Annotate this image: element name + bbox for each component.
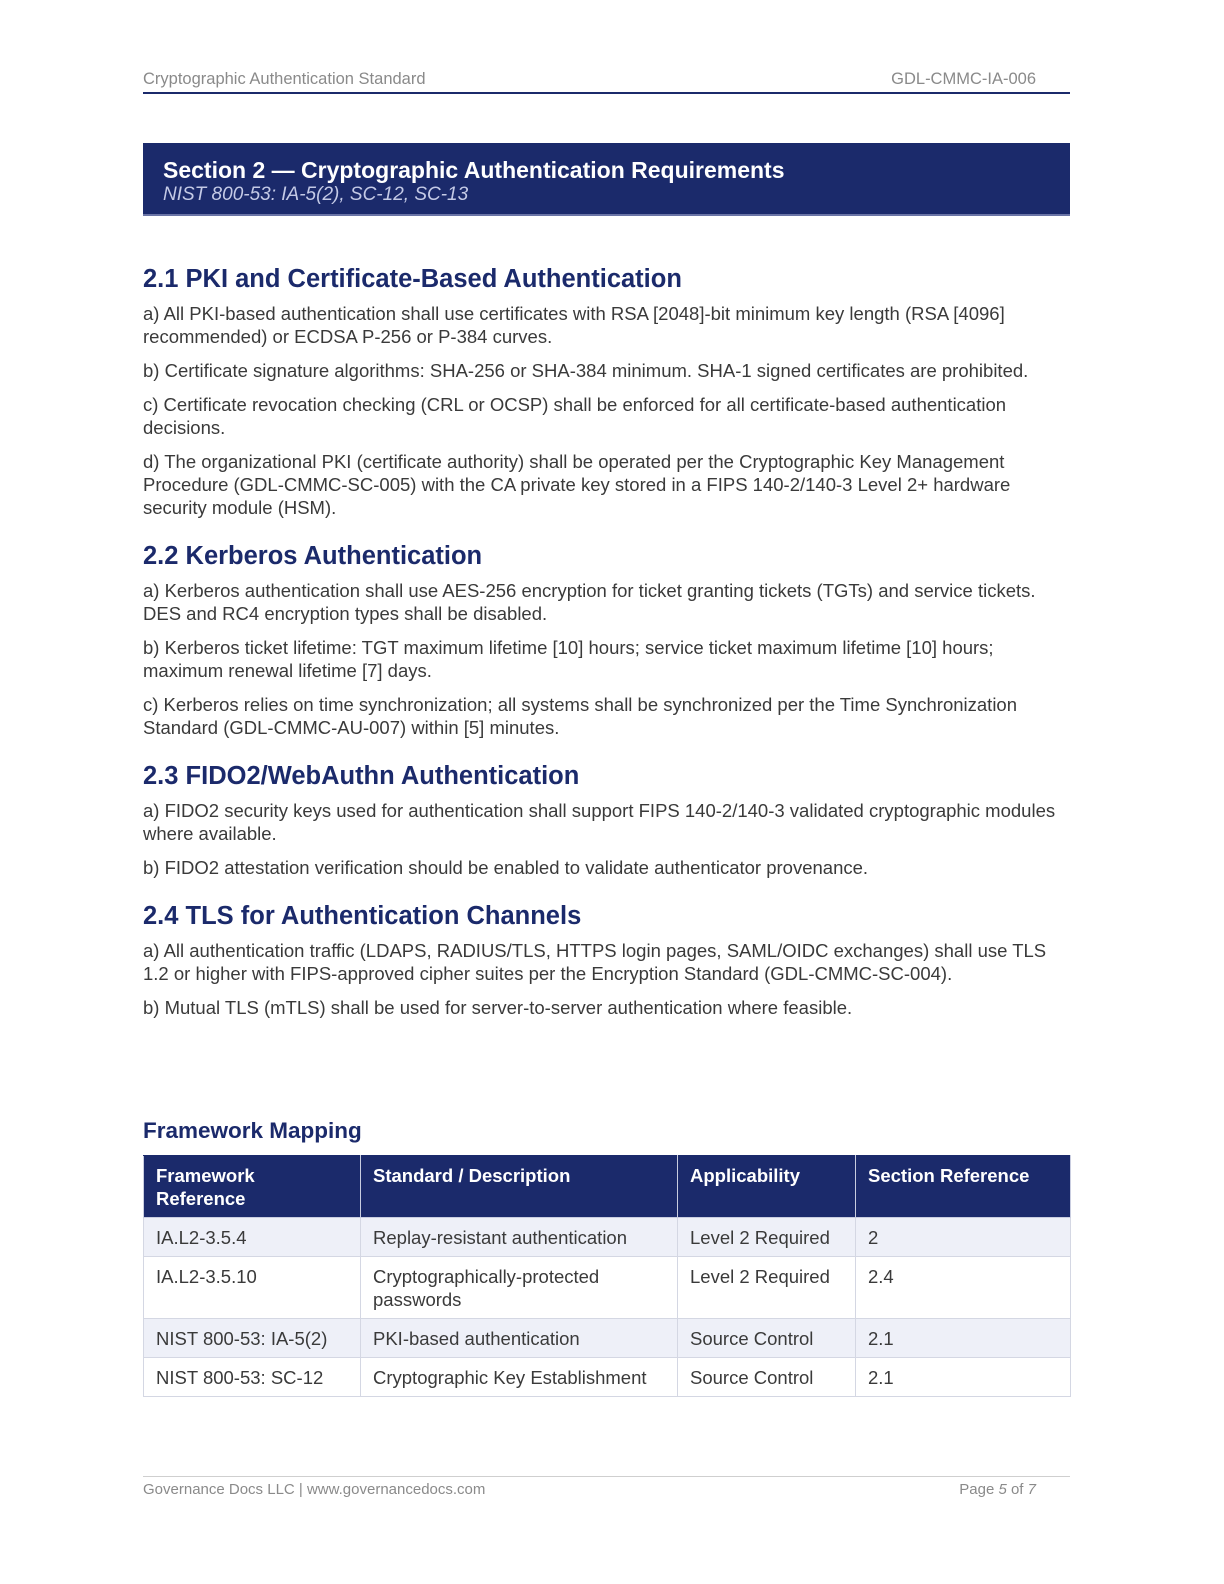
page-number (959, 1481, 1036, 1498)
clause: b) Kerberos ticket lifetime: TGT maximum lifetime [10] hours; service ticket maximum lifetime [10] hours; maximum renewal lifetime [7] days. (143, 637, 994, 681)
table-header-row (144, 1156, 1071, 1218)
description-cell: Replay-resistant authentication (361, 1218, 678, 1257)
table-row (144, 1218, 1071, 1257)
clause: a) Kerberos authentication shall use AES-256 encryption for ticket granting tickets (TGTs) and service tickets. DES and RC4 encryption types shall be disabled. (143, 580, 1036, 624)
page-footer (143, 1476, 1070, 1498)
footer-company: Governance Docs LLC | www.governancedocs.com (143, 1481, 486, 1498)
subsection-2-4 (143, 899, 1073, 1019)
section-title-band (143, 143, 1070, 216)
subsection-2-1 (143, 262, 1073, 519)
clause: a) All authentication traffic (LDAPS, RADIUS/TLS, HTTPS login pages, SAML/OIDC exchanges) shall use TLS 1.2 or higher with FIPS-approved cipher suites per the Encryption Standard (GDL-CMMC-SC-004). (143, 940, 1047, 984)
table-row (144, 1319, 1071, 1358)
column-header: Framework Reference (144, 1156, 361, 1218)
section-title: Section 2 — Cryptographic Authentication Requirements (163, 157, 785, 183)
framework-mapping-table (143, 1155, 1071, 1397)
section-reference-cell: 2.4 (856, 1257, 1071, 1319)
clause: a) FIDO2 security keys used for authentication shall support FIPS 140-2/140-3 validated cryptographic modules where available. (143, 800, 1056, 844)
applicability-cell: Level 2 Required (678, 1218, 856, 1257)
column-header: Section Reference (856, 1156, 1071, 1218)
subsection-2-3 (143, 759, 1073, 879)
current-page: 5 (998, 1481, 1007, 1498)
clause: c) Certificate revocation checking (CRL or OCSP) shall be enforced for all certificate-based authentication decisions. (143, 394, 1007, 438)
section-content (143, 262, 1073, 1039)
clause: a) All PKI-based authentication shall use certificates with RSA [2048]-bit minimum key length (RSA [4096] recommended) or ECDSA P-256 or P-384 curves. (143, 303, 1005, 347)
description-cell: Cryptographically-protected passwords (361, 1257, 678, 1319)
clause: b) Mutual TLS (mTLS) shall be used for server-to-server authentication where feasible. (143, 997, 853, 1018)
page-label: Page (959, 1481, 999, 1498)
subsection-heading: 2.3 FIDO2/WebAuthn Authentication (143, 762, 580, 790)
framework-reference-cell: NIST 800-53: SC-12 (144, 1358, 361, 1397)
clause: c) Kerberos relies on time synchronization; all systems shall be synchronized per the Time Synchronization Standard (GDL-CMMC-AU-007) within [5] minutes. (143, 694, 1018, 738)
framework-reference-cell: NIST 800-53: IA-5(2) (144, 1319, 361, 1358)
section-reference-cell: 2.1 (856, 1319, 1071, 1358)
total-pages: 7 (1027, 1481, 1036, 1498)
applicability-cell: Level 2 Required (678, 1257, 856, 1319)
clause: d) The organizational PKI (certificate authority) shall be operated per the Cryptographic Key Management Procedure (GDL-CMMC-SC-005) with the CA private key stored in a FIPS 140-2/140-3 Level 2+ hardware security module (HSM). (143, 451, 1011, 518)
page-separator: of (1006, 1481, 1028, 1498)
section-reference-cell: 2.1 (856, 1358, 1071, 1397)
document-title: Cryptographic Authentication Standard (143, 70, 426, 88)
applicability-cell: Source Control (678, 1319, 856, 1358)
column-header: Standard / Description (361, 1156, 678, 1218)
framework-mapping-title: Framework Mapping (143, 1118, 362, 1143)
subsection-2-2 (143, 539, 1073, 739)
section-reference-cell: 2 (856, 1218, 1071, 1257)
column-header: Applicability (678, 1156, 856, 1218)
framework-reference-cell: IA.L2-3.5.4 (144, 1218, 361, 1257)
section-control-mapping: NIST 800-53: IA-5(2), SC-12, SC-13 (163, 184, 469, 205)
description-cell: Cryptographic Key Establishment (361, 1358, 678, 1397)
framework-reference-cell: IA.L2-3.5.10 (144, 1257, 361, 1319)
subsection-heading: 2.4 TLS for Authentication Channels (143, 902, 582, 930)
document-id: GDL-CMMC-IA-006 (891, 70, 1036, 88)
table-row (144, 1257, 1071, 1319)
table-row (144, 1358, 1071, 1397)
subsection-heading: 2.1 PKI and Certificate-Based Authentication (143, 265, 682, 293)
page-header (143, 70, 1070, 94)
clause: b) Certificate signature algorithms: SHA-256 or SHA-384 minimum. SHA-1 signed certificates are prohibited. (143, 360, 1029, 381)
applicability-cell: Source Control (678, 1358, 856, 1397)
clause: b) FIDO2 attestation verification should be enabled to validate authenticator provenance. (143, 857, 869, 878)
subsection-heading: 2.2 Kerberos Authentication (143, 542, 483, 570)
description-cell: PKI-based authentication (361, 1319, 678, 1358)
